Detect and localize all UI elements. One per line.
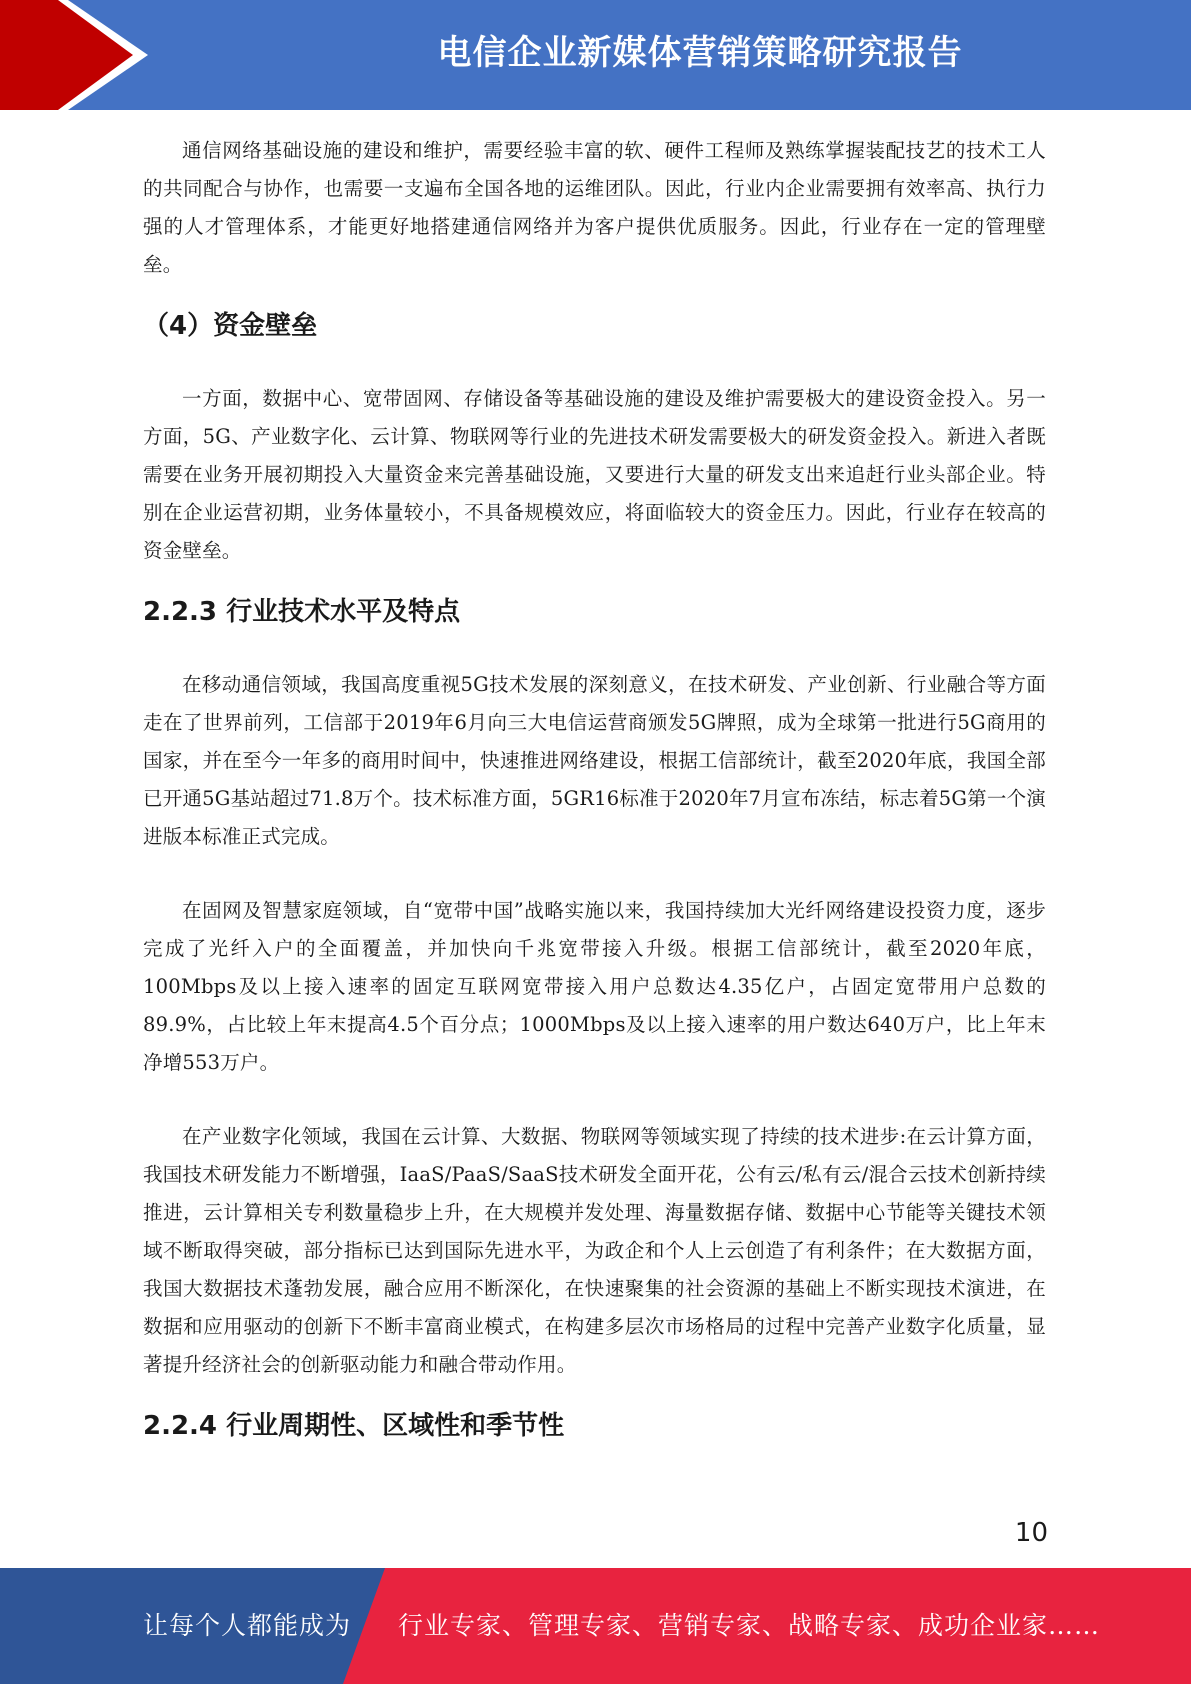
red-arrow-decoration [0, 0, 150, 110]
footer-slogan-right: 行业专家、管理专家、营销专家、战略专家、成功企业家…… [398, 1611, 1101, 1640]
heading-section-2-2-4: 2.2.4 行业周期性、区域性和季节性 [143, 1411, 565, 1441]
paragraph-management-barrier: 通信网络基础设施的建设和维护，需要经验丰富的软、硬件工程师及熟练掌握装配技艺的技术工人的共同配合与协作，也需要一支遍布全国各地的运维团队。因此，行业内企业需要拥有效率高、执行力强的人才管理体系，才能更好地搭建通信网络并为客户提供优质服务。因此，行业存在一定的管理壁垒。 [143, 139, 1046, 276]
paragraph-fixed-network: 在固网及智慧家庭领域，自“宽带中国”战略实施以来，我国持续加大光纤网络建设投资力度，逐步完成了光纤入户的全面覆盖，并加快向千兆宽带接入升级。根据工信部统计，截至2020年底，100Mbps及以上接入速率的固定互联网宽带接入用户总数达4.35亿户，占固定宽带用户总数的89.9%，占比较上年末提高4.5个百分点；1000Mbps及以上接入速率的用户数达640万户，比上年末净增553万户。 [143, 899, 1046, 1074]
heading-funding-barrier: （4）资金壁垒 [143, 311, 318, 341]
page-header [0, 0, 1191, 110]
heading-section-2-2-3: 2.2.3 行业技术水平及特点 [143, 597, 461, 627]
page-number: 10 [1014, 1518, 1048, 1548]
document-body [143, 132, 1046, 1446]
paragraph-mobile-communication: 在移动通信领域，我国高度重视5G技术发展的深刻意义，在技术研发、产业创新、行业融合等方面走在了世界前列，工信部于2019年6月向三大电信运营商颁发5G牌照，成为全球第一批进行5G商用的国家，并在至今一年多的商用时间中，快速推进网络建设，根据工信部统计，截至2020年底，我国全部已开通5G基站超过71.8万个。技术标准方面，5GR16标准于2020年7月宣布冻结，标志着5G第一个演进版本标准正式完成。 [143, 673, 1046, 848]
page-footer [0, 1568, 1191, 1684]
paragraph-funding-barrier: 一方面，数据中心、宽带固网、存储设备等基础设施的建设及维护需要极大的建设资金投入。另一方面，5G、产业数字化、云计算、物联网等行业的先进技术研发需要极大的研发资金投入。新进入者既需要在业务开展初期投入大量资金来完善基础设施，又要进行大量的研发支出来追赶行业头部企业。特别在企业运营初期，业务体量较小，不具备规模效应，将面临较大的资金压力。因此，行业存在较高的资金壁垒。 [143, 387, 1046, 562]
paragraph-industrial-digitalization: 在产业数字化领域，我国在云计算、大数据、物联网等领域实现了持续的技术进步:在云计算方面，我国技术研发能力不断增强，IaaS/PaaS/SaaS技术研发全面开花，公有云/私有云/混合云技术创新持续推进，云计算相关专利数量稳步上升，在大规模并发处理、海量数据存储、数据中心节能等关键技术领域不断取得突破，部分指标已达到国际先进水平，为政企和个人上云创造了有利条件；在大数据方面，我国大数据技术蓬勃发展，融合应用不断深化，在快速聚集的社会资源的基础上不断实现技术演进，在数据和应用驱动的创新下不断丰富商业模式，在构建多层次市场格局的过程中完善产业数字化质量，显著提升经济社会的创新驱动能力和融合带动作用。 [143, 1125, 1046, 1376]
report-title: 电信企业新媒体营销策略研究报告 [437, 33, 963, 73]
footer-slogan-left: 让每个人都能成为 [143, 1611, 352, 1640]
